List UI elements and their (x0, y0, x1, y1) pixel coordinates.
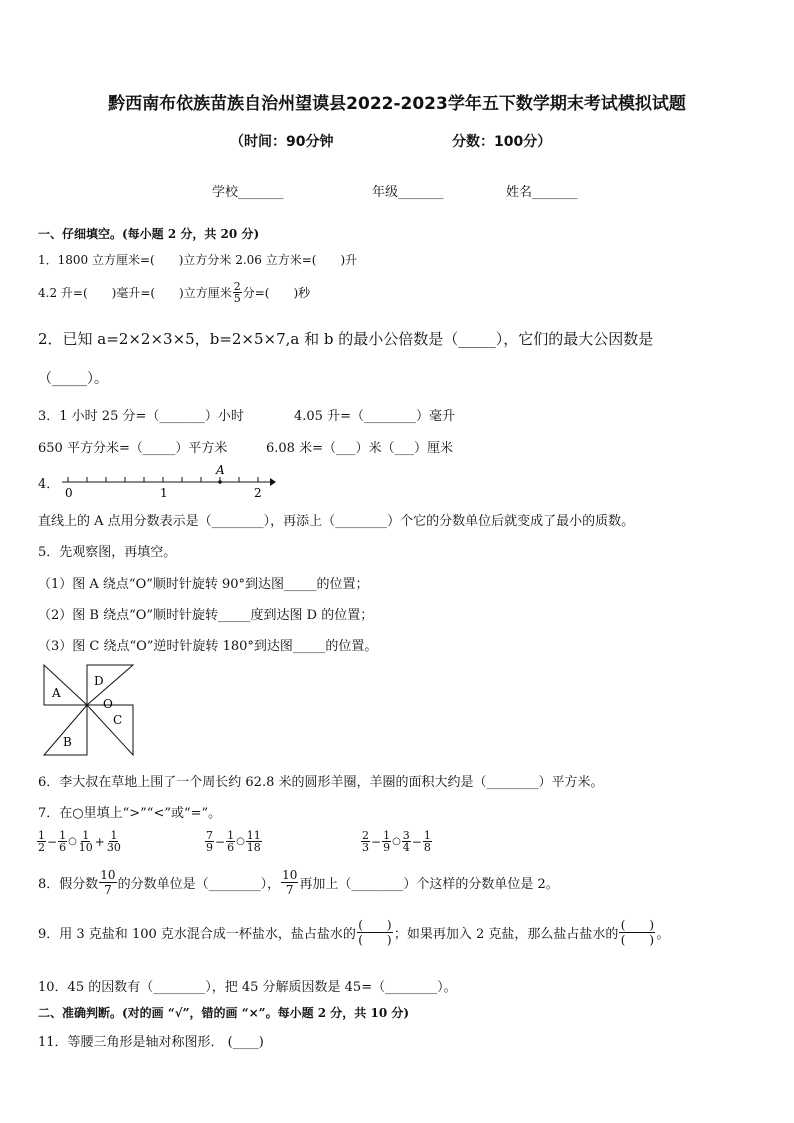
q1-frac-denominator: 5 (233, 292, 241, 305)
q9-blank-fraction-2: $\frac{( )}{( )}$ (620, 918, 655, 947)
q3-d: 6.08 米=（___）米（___）厘米 (266, 441, 453, 456)
number-line-arrow (270, 478, 276, 486)
q1-line2-a: 4.2 升=( )毫升=( )立方厘米 (38, 286, 232, 300)
q7-group-2: $\frac{7}{9}$ − $\frac{1}{6}$ ○ $\frac{11}{18}$ (206, 829, 261, 854)
point-a-label: A (216, 463, 225, 477)
tick-label-1: 1 (160, 486, 168, 500)
q4-number: 4． (38, 477, 60, 492)
name-field: 姓名_______ (506, 185, 578, 200)
q10-text: 10．45 的因数有（________），把 45 分解质因数是 45=（________）。 (38, 980, 457, 995)
grade-field: 年级_______ (372, 185, 444, 200)
q7-group-1: $\frac{1}{2}$ − $\frac{1}{6}$ ○ $\frac{1}{10}$ + $\frac{1}{30}$ (38, 829, 121, 854)
label-c: C (113, 713, 123, 727)
point-a-marker (218, 480, 222, 484)
q7-text: 7．在○里填上“>”“<”或“=”。 (38, 806, 222, 821)
q7-group-3: $\frac{2}{3}$ − $\frac{1}{9}$ ○ $\frac{3}{4}$ − $\frac{1}{8}$ (362, 829, 431, 854)
section1-heading: 一、仔细填空。(每小题 2 分，共 20 分) (38, 227, 260, 241)
q5-intro: 5．先观察图，再填空。 (38, 545, 177, 560)
pinwheel-figure (40, 663, 140, 759)
q4-text: 直线上的 A 点用分数表示是（________），再添上（________）个它的分数单位后就变成了最小的质数。 (38, 514, 635, 529)
q2-line1: 2．已知 a=2×2×3×5，b=2×5×7,a 和 b 的最小公倍数是（_____），它们的最大公因数是 (38, 330, 654, 348)
exam-title: 黔西南布依族苗族自治州望谟县2022-2023学年五下数学期末考试模拟试题 (108, 94, 686, 114)
compare-circle: ○ (392, 836, 401, 847)
q1-fraction (233, 281, 242, 304)
q5-sub3: （3）图 C 绕点“O”逆时针旋转 180°到达图_____的位置。 (38, 639, 378, 654)
q8-line: 8．假分数 $\frac{10}{7}$ 的分数单位是（________）， $\frac{10}{7}$ 再加上（________）个这样的分数单位是 2。 (38, 868, 559, 897)
triangle-c (87, 705, 133, 755)
tick-label-2: 2 (254, 486, 262, 500)
number-line-ticks (68, 477, 258, 482)
q1-line2-b: 分=( )秒 (242, 286, 311, 300)
q6-text: 6．李大叔在草地上围了一个周长约 62.8 米的圆形羊圈，羊圈的面积大约是（________）平方米。 (38, 775, 604, 790)
school-field: 学校_______ (212, 185, 284, 200)
q3-a: 3．1 小时 25 分=（_______）小时 (38, 409, 244, 424)
exam-time: （时间：90分钟 (230, 134, 334, 150)
q9-line: 9．用 3 克盐和 100 克水混合成一杯盐水，盐占盐水的 $\frac{( )}{( )}$ ；如果再加入 2 克盐，那么盐占盐水的 $\frac{( )}{( )}$ 。 (38, 918, 670, 947)
q5-sub1: （1）图 A 绕点“O”顺时针旋转 90°到达图_____的位置； (38, 577, 369, 592)
q1-frac-numerator: 2 (233, 280, 241, 293)
q1-line2 (38, 281, 310, 304)
q9-blank-fraction-1: $\frac{( )}{( )}$ (358, 918, 392, 947)
label-d: D (94, 674, 104, 688)
q5-sub2: （2）图 B 绕点“O”顺时针旋转_____度到达图 D 的位置； (38, 608, 374, 623)
label-o: O (103, 697, 113, 711)
triangle-a (44, 665, 87, 705)
compare-circle: ○ (236, 836, 245, 847)
q3-c: 650 平方分米=（_____）平方米 (38, 441, 228, 456)
section2-heading: 二、准确判断。(对的画 “√”，错的画 “×”。每小题 2 分，共 10 分) (38, 1006, 410, 1020)
exam-score: 分数：100分） (452, 134, 552, 150)
label-b: B (63, 735, 72, 749)
label-a: A (52, 686, 61, 700)
q3-b: 4.05 升=（________）毫升 (294, 409, 455, 424)
tick-label-0: 0 (65, 486, 73, 500)
compare-circle: ○ (68, 836, 77, 847)
q11-text: 11．等腰三角形是轴对称图形． (____) (38, 1035, 264, 1050)
q2-line2: （_____）。 (38, 371, 108, 387)
q1-line1: 1．1800 立方厘米=( )立方分米 2.06 立方米=( )升 (38, 253, 358, 267)
number-line (58, 460, 278, 500)
